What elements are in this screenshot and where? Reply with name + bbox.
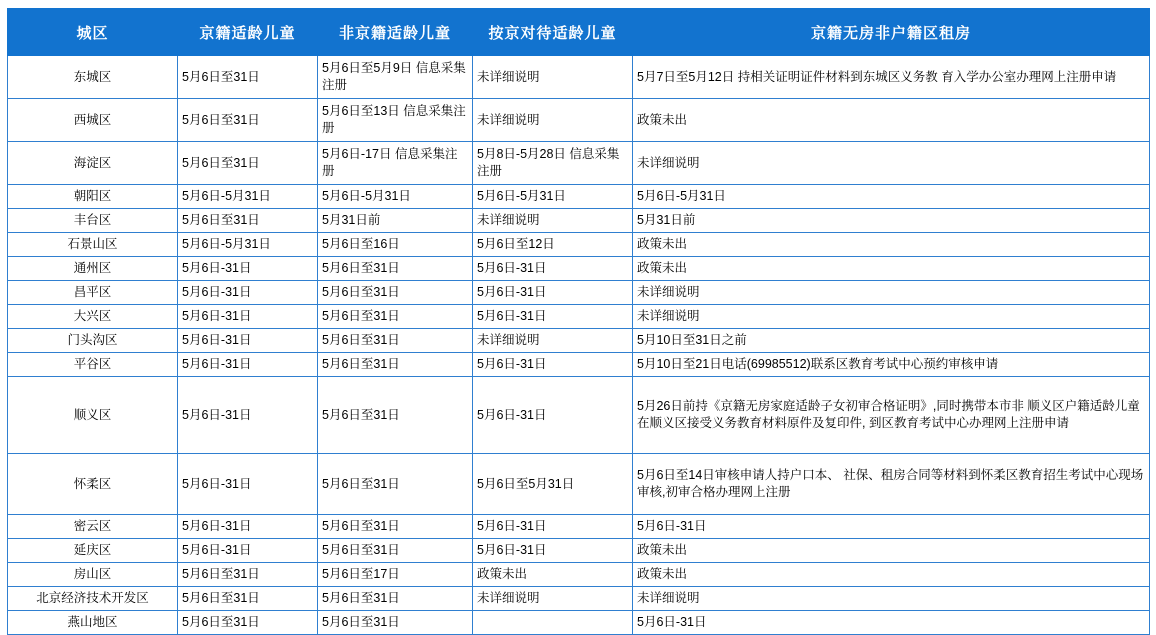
enrollment-schedule-table xyxy=(7,8,1150,635)
cell-beijing-registered: 5月6日-31日 xyxy=(178,454,318,515)
cell-district: 朝阳区 xyxy=(8,185,178,209)
cell-treated-as-beijing: 5月6日-31日 xyxy=(473,353,633,377)
cell-non-beijing-registered: 5月6日至31日 xyxy=(318,353,473,377)
cell-district: 平谷区 xyxy=(8,353,178,377)
cell-district: 昌平区 xyxy=(8,281,178,305)
cell-no-housing-rental: 政策未出 xyxy=(633,233,1150,257)
cell-treated-as-beijing: 5月6日-31日 xyxy=(473,377,633,454)
column-header-treated-as-beijing: 按京对待适龄儿童 xyxy=(473,9,633,56)
table-row xyxy=(8,281,1150,305)
cell-non-beijing-registered: 5月6日至31日 xyxy=(318,611,473,635)
cell-beijing-registered: 5月6日至31日 xyxy=(178,611,318,635)
cell-district: 石景山区 xyxy=(8,233,178,257)
cell-beijing-registered: 5月6日至31日 xyxy=(178,563,318,587)
table-row xyxy=(8,142,1150,185)
cell-no-housing-rental: 政策未出 xyxy=(633,99,1150,142)
cell-beijing-registered: 5月6日-31日 xyxy=(178,515,318,539)
cell-district: 顺义区 xyxy=(8,377,178,454)
cell-no-housing-rental: 5月10日至31日之前 xyxy=(633,329,1150,353)
cell-non-beijing-registered: 5月6日至31日 xyxy=(318,377,473,454)
cell-no-housing-rental: 政策未出 xyxy=(633,257,1150,281)
cell-no-housing-rental: 5月6日至14日审核申请人持户口本、 社保、租房合同等材料到怀柔区教育招生考试中心现场审核,初审合格办理网上注册 xyxy=(633,454,1150,515)
column-header-district: 城区 xyxy=(8,9,178,56)
cell-treated-as-beijing xyxy=(473,611,633,635)
cell-treated-as-beijing: 5月6日至5月31日 xyxy=(473,454,633,515)
cell-treated-as-beijing: 5月6日-31日 xyxy=(473,257,633,281)
cell-beijing-registered: 5月6日-31日 xyxy=(178,377,318,454)
cell-non-beijing-registered: 5月6日至31日 xyxy=(318,329,473,353)
cell-no-housing-rental: 未详细说明 xyxy=(633,587,1150,611)
cell-non-beijing-registered: 5月6日至17日 xyxy=(318,563,473,587)
cell-non-beijing-registered: 5月31日前 xyxy=(318,209,473,233)
cell-no-housing-rental: 5月31日前 xyxy=(633,209,1150,233)
cell-no-housing-rental: 5月6日-31日 xyxy=(633,611,1150,635)
cell-no-housing-rental: 政策未出 xyxy=(633,563,1150,587)
cell-non-beijing-registered: 5月6日至31日 xyxy=(318,305,473,329)
column-header-no-housing-rental: 京籍无房非户籍区租房 xyxy=(633,9,1150,56)
cell-beijing-registered: 5月6日至31日 xyxy=(178,209,318,233)
cell-beijing-registered: 5月6日-31日 xyxy=(178,257,318,281)
table-row xyxy=(8,587,1150,611)
cell-beijing-registered: 5月6日-31日 xyxy=(178,353,318,377)
table-row xyxy=(8,611,1150,635)
table-row xyxy=(8,454,1150,515)
cell-non-beijing-registered: 5月6日至31日 xyxy=(318,281,473,305)
cell-beijing-registered: 5月6日至31日 xyxy=(178,99,318,142)
cell-treated-as-beijing: 5月6日-31日 xyxy=(473,515,633,539)
table-row xyxy=(8,305,1150,329)
table-body xyxy=(8,56,1150,635)
cell-treated-as-beijing: 5月6日至12日 xyxy=(473,233,633,257)
cell-non-beijing-registered: 5月6日至31日 xyxy=(318,539,473,563)
table-row xyxy=(8,515,1150,539)
cell-beijing-registered: 5月6日至31日 xyxy=(178,142,318,185)
cell-district: 大兴区 xyxy=(8,305,178,329)
cell-district: 门头沟区 xyxy=(8,329,178,353)
cell-treated-as-beijing: 5月6日-31日 xyxy=(473,281,633,305)
table-header xyxy=(8,9,1150,56)
cell-non-beijing-registered: 5月6日至31日 xyxy=(318,515,473,539)
column-header-beijing-registered: 京籍适龄儿童 xyxy=(178,9,318,56)
table-row xyxy=(8,233,1150,257)
cell-no-housing-rental: 未详细说明 xyxy=(633,142,1150,185)
cell-treated-as-beijing: 未详细说明 xyxy=(473,587,633,611)
table-row xyxy=(8,563,1150,587)
cell-beijing-registered: 5月6日-5月31日 xyxy=(178,185,318,209)
cell-non-beijing-registered: 5月6日至16日 xyxy=(318,233,473,257)
cell-non-beijing-registered: 5月6日至31日 xyxy=(318,454,473,515)
cell-district: 东城区 xyxy=(8,56,178,99)
cell-no-housing-rental: 5月7日至5月12日 持相关证明证件材料到东城区义务教 育入学办公室办理网上注册申请 xyxy=(633,56,1150,99)
cell-non-beijing-registered: 5月6日至31日 xyxy=(318,587,473,611)
table-row xyxy=(8,99,1150,142)
cell-district: 密云区 xyxy=(8,515,178,539)
cell-district: 通州区 xyxy=(8,257,178,281)
cell-beijing-registered: 5月6日至31日 xyxy=(178,56,318,99)
cell-non-beijing-registered: 5月6日至5月9日 信息采集注册 xyxy=(318,56,473,99)
cell-district: 北京经济技术开发区 xyxy=(8,587,178,611)
cell-district: 丰台区 xyxy=(8,209,178,233)
cell-non-beijing-registered: 5月6日至31日 xyxy=(318,257,473,281)
cell-beijing-registered: 5月6日-31日 xyxy=(178,329,318,353)
table-row xyxy=(8,56,1150,99)
cell-district: 怀柔区 xyxy=(8,454,178,515)
table-row xyxy=(8,377,1150,454)
cell-non-beijing-registered: 5月6日-5月31日 xyxy=(318,185,473,209)
cell-treated-as-beijing: 未详细说明 xyxy=(473,99,633,142)
cell-district: 海淀区 xyxy=(8,142,178,185)
cell-no-housing-rental: 5月10日至21日电话(69985512)联系区教育考试中心预约审核申请 xyxy=(633,353,1150,377)
cell-non-beijing-registered: 5月6日-17日 信息采集注册 xyxy=(318,142,473,185)
column-header-non-beijing-registered: 非京籍适龄儿童 xyxy=(318,9,473,56)
cell-no-housing-rental: 5月6日-31日 xyxy=(633,515,1150,539)
cell-no-housing-rental: 5月26日前持《京籍无房家庭适龄子女初审合格证明》,同时携带本市非 顺义区户籍适龄儿童在顺义区接受义务教育材料原件及复印件, 到区教育考试中心办理网上注册申请 xyxy=(633,377,1150,454)
cell-district: 西城区 xyxy=(8,99,178,142)
cell-treated-as-beijing: 未详细说明 xyxy=(473,329,633,353)
cell-no-housing-rental: 5月6日-5月31日 xyxy=(633,185,1150,209)
cell-non-beijing-registered: 5月6日至13日 信息采集注册 xyxy=(318,99,473,142)
cell-district: 房山区 xyxy=(8,563,178,587)
cell-treated-as-beijing: 5月6日-31日 xyxy=(473,305,633,329)
cell-beijing-registered: 5月6日至31日 xyxy=(178,587,318,611)
cell-beijing-registered: 5月6日-31日 xyxy=(178,539,318,563)
cell-no-housing-rental: 政策未出 xyxy=(633,539,1150,563)
cell-beijing-registered: 5月6日-31日 xyxy=(178,281,318,305)
cell-treated-as-beijing: 政策未出 xyxy=(473,563,633,587)
cell-treated-as-beijing: 未详细说明 xyxy=(473,56,633,99)
cell-beijing-registered: 5月6日-5月31日 xyxy=(178,233,318,257)
cell-treated-as-beijing: 未详细说明 xyxy=(473,209,633,233)
cell-beijing-registered: 5月6日-31日 xyxy=(178,305,318,329)
table-header-row xyxy=(8,9,1150,56)
cell-treated-as-beijing: 5月6日-31日 xyxy=(473,539,633,563)
table-row xyxy=(8,329,1150,353)
cell-treated-as-beijing: 5月6日-5月31日 xyxy=(473,185,633,209)
cell-no-housing-rental: 未详细说明 xyxy=(633,305,1150,329)
cell-no-housing-rental: 未详细说明 xyxy=(633,281,1150,305)
table-row xyxy=(8,353,1150,377)
table-row xyxy=(8,185,1150,209)
cell-district: 延庆区 xyxy=(8,539,178,563)
table-row xyxy=(8,539,1150,563)
cell-district: 燕山地区 xyxy=(8,611,178,635)
cell-treated-as-beijing: 5月8日-5月28日 信息采集注册 xyxy=(473,142,633,185)
table-row xyxy=(8,257,1150,281)
table-row xyxy=(8,209,1150,233)
